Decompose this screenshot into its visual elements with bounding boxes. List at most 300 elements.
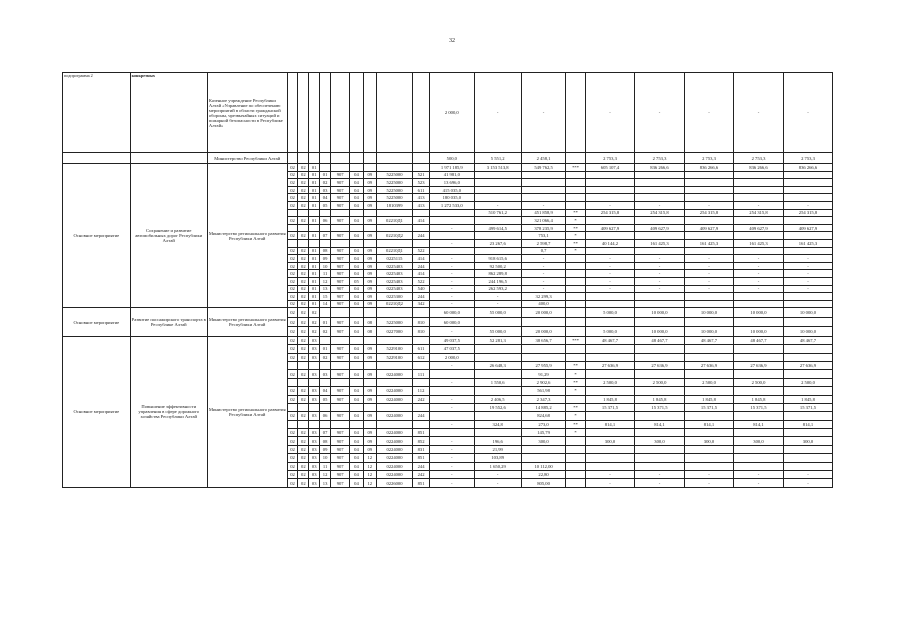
code-cell: 03 [309, 437, 320, 445]
value-cell [734, 412, 784, 420]
code-cell: 02 [309, 327, 320, 337]
code-cell [298, 403, 309, 411]
code-cell: 413 [413, 194, 430, 202]
value-cell: 300,0 [585, 437, 635, 445]
value-cell: 2 347,3 [521, 395, 566, 403]
value-cell: - [635, 471, 685, 479]
value-cell [585, 300, 635, 308]
value-cell: 27 636,9 [783, 361, 833, 369]
code-cell: 12 [363, 471, 376, 479]
code-cell [413, 308, 430, 318]
value-cell: - [734, 255, 784, 263]
value-cell [635, 429, 685, 437]
code-cell: 04 [350, 300, 363, 308]
code-cell [363, 239, 376, 247]
code-cell [331, 420, 350, 428]
code-cell [320, 403, 331, 411]
value-cell: 1 845,8 [684, 395, 734, 403]
value-cell: - [684, 270, 734, 278]
code-cell: 09 [363, 437, 376, 445]
marker-cell [566, 395, 585, 403]
value-cell: 60 000,0 [429, 308, 474, 318]
marker-cell: ** [566, 209, 585, 217]
marker-cell [566, 255, 585, 263]
code-cell: 02 [287, 437, 298, 445]
value-cell [635, 179, 685, 187]
code-cell: 01 [309, 247, 320, 255]
code-cell: 611 [413, 345, 430, 353]
code-cell [309, 403, 320, 411]
marker-cell [566, 300, 585, 308]
code-cell: 244 [413, 293, 430, 301]
value-cell [635, 293, 685, 301]
value-cell [635, 370, 685, 378]
code-cell: 02 [287, 395, 298, 403]
code-cell [363, 209, 376, 217]
code-cell: 0225300 [376, 293, 412, 301]
value-cell: 10 000,0 [684, 308, 734, 318]
code-cell: 907 [331, 395, 350, 403]
value-cell [684, 247, 734, 255]
section-name-cell: Повышение эффективности управления в сфере дорожного хозяйства Республики Алтай [130, 336, 207, 487]
value-cell: 10 000,0 [684, 327, 734, 337]
code-cell [376, 224, 412, 232]
code-cell: 0225403 [376, 262, 412, 270]
code-cell: 04 [350, 462, 363, 470]
code-cell: 907 [331, 471, 350, 479]
section-exec-cell: Министерство регионального развития Республики Алтай [207, 336, 287, 487]
section-label-cell: Основное мероприятие [63, 164, 131, 308]
code-cell: 02 [298, 445, 309, 453]
code-cell: 04 [350, 479, 363, 487]
value-cell: - [521, 277, 566, 285]
code-cell: 02 [287, 164, 298, 172]
value-cell [635, 300, 685, 308]
value-cell: 2 458,1 [521, 153, 566, 164]
code-cell: 907 [331, 255, 350, 263]
code-cell: 5229100 [376, 345, 412, 353]
value-cell: 2 500,0 [635, 378, 685, 386]
value-cell [684, 179, 734, 187]
value-cell [783, 247, 833, 255]
value-cell [635, 247, 685, 255]
value-cell: 27 636,9 [635, 361, 685, 369]
code-cell: 03 [309, 445, 320, 453]
value-cell: - [429, 445, 474, 453]
value-cell: - [783, 262, 833, 270]
value-cell [734, 429, 784, 437]
value-cell: 15 371,5 [585, 403, 635, 411]
code-cell: 01 [320, 345, 331, 353]
value-cell [429, 429, 474, 437]
value-cell: 48 467,7 [635, 336, 685, 344]
value-cell: - [474, 479, 521, 487]
marker-cell: ** [566, 403, 585, 411]
code-cell: 0226000 [376, 479, 412, 487]
value-cell: 10 000,0 [635, 308, 685, 318]
marker-cell [566, 345, 585, 353]
code-cell: 5225000 [376, 186, 412, 194]
code-cell: 09 [363, 262, 376, 270]
code-cell [320, 420, 331, 428]
value-cell: 1 272 533,0 [429, 201, 474, 209]
section-transport [63, 308, 843, 337]
code-cell: 02 [298, 479, 309, 487]
code-cell: 02 [298, 395, 309, 403]
code-cell [376, 378, 412, 386]
value-cell: 2 000,0 [429, 353, 474, 361]
code-cell: 0224000 [376, 395, 412, 403]
value-cell: 2 500,0 [734, 378, 784, 386]
value-cell: - [684, 255, 734, 263]
value-cell: 27 636,9 [684, 361, 734, 369]
code-cell [376, 308, 412, 318]
value-cell [734, 387, 784, 395]
code-cell: 02 [287, 370, 298, 378]
code-cell: 09 [363, 186, 376, 194]
value-cell: 836 266,6 [734, 164, 784, 172]
code-cell [363, 224, 376, 232]
code-cell: 02 [287, 454, 298, 462]
code-cell: 12 [363, 479, 376, 487]
value-cell: 378 235,9 [521, 224, 566, 232]
value-cell [734, 370, 784, 378]
code-cell [331, 239, 350, 247]
code-cell: 02 [298, 270, 309, 278]
code-cell: 06 [320, 412, 331, 420]
value-cell: - [521, 255, 566, 263]
code-cell: 01 [309, 300, 320, 308]
value-cell: 415 035,0 [429, 186, 474, 194]
value-cell: - [474, 73, 521, 153]
value-cell: - [429, 361, 474, 369]
value-cell: 48 467,7 [734, 336, 784, 344]
code-cell: 01 [309, 186, 320, 194]
code-cell: 04 [350, 247, 363, 255]
budget-table [62, 72, 843, 488]
value-cell: - [521, 73, 566, 153]
value-cell: 15 371,5 [783, 403, 833, 411]
code-cell [376, 336, 412, 344]
marker-cell [566, 186, 585, 194]
marker-cell: ** [566, 361, 585, 369]
value-cell: - [783, 73, 833, 153]
value-cell: - [429, 255, 474, 263]
value-cell: - [429, 454, 474, 462]
value-cell [585, 370, 635, 378]
code-cell: 851 [413, 454, 430, 462]
value-cell: 15 371,5 [635, 403, 685, 411]
marker-cell: * [566, 387, 585, 395]
value-cell: - [585, 262, 635, 270]
value-cell: 918 615,6 [474, 255, 521, 263]
code-cell [363, 420, 376, 428]
value-cell [783, 353, 833, 361]
code-cell: 01 [309, 270, 320, 278]
value-cell [521, 353, 566, 361]
code-cell: 907 [331, 186, 350, 194]
value-cell: - [521, 262, 566, 270]
marker-cell [566, 194, 585, 202]
code-cell: 0224000 [376, 437, 412, 445]
code-cell: 0224000 [376, 429, 412, 437]
code-cell: 907 [331, 179, 350, 187]
value-cell [783, 171, 833, 179]
code-cell: 907 [331, 247, 350, 255]
code-cell: 522 [413, 277, 430, 285]
value-cell: 549 762,5 [521, 164, 566, 172]
marker-cell: * [566, 217, 585, 225]
value-cell: - [734, 262, 784, 270]
code-cell: 04 [350, 387, 363, 395]
code-cell: 03 [309, 412, 320, 420]
value-cell: 1 845,8 [734, 395, 784, 403]
code-cell [376, 361, 412, 369]
value-cell [585, 345, 635, 353]
value-cell [783, 217, 833, 225]
value-cell: - [684, 277, 734, 285]
code-cell: 02 [320, 327, 331, 337]
value-cell: 814,1 [635, 420, 685, 428]
value-cell: 55 000,0 [474, 308, 521, 318]
code-cell [298, 420, 309, 428]
value-cell [783, 412, 833, 420]
code-cell: 907 [331, 293, 350, 301]
value-cell: - [429, 471, 474, 479]
value-cell: - [635, 201, 685, 209]
value-cell: 836 266,6 [783, 164, 833, 172]
value-cell: 48 467,7 [783, 336, 833, 344]
marker-cell [566, 277, 585, 285]
value-cell: - [429, 479, 474, 487]
code-cell: 09 [363, 300, 376, 308]
value-cell [734, 179, 784, 187]
code-cell: 02 [287, 285, 298, 293]
value-cell [783, 293, 833, 301]
code-cell: 03 [320, 370, 331, 378]
code-cell: 0224000 [376, 387, 412, 395]
code-cell [331, 308, 350, 318]
value-cell: - [521, 201, 566, 209]
value-cell: - [429, 378, 474, 386]
value-cell [585, 293, 635, 301]
value-cell: - [783, 255, 833, 263]
value-cell: 10 000,0 [783, 308, 833, 318]
code-cell: 03 [320, 186, 331, 194]
value-cell [521, 454, 566, 462]
table-row [63, 153, 843, 164]
code-cell [298, 239, 309, 247]
value-cell [734, 345, 784, 353]
value-cell: 254 315,8 [734, 209, 784, 217]
code-cell: 0224000 [376, 445, 412, 453]
code-cell: 907 [331, 217, 350, 225]
code-cell [350, 378, 363, 386]
code-cell: 244 [413, 262, 430, 270]
value-cell: 5 551,2 [474, 153, 521, 164]
code-cell: 04 [350, 345, 363, 353]
value-cell: 1 971 185,9 [429, 164, 474, 172]
marker-cell: * [566, 412, 585, 420]
value-cell: 20 000,0 [521, 308, 566, 318]
code-cell: 02 [298, 437, 309, 445]
marker-cell [566, 262, 585, 270]
code-cell: 14 [320, 300, 331, 308]
code-cell: 5225000 [376, 317, 412, 327]
section-exec-cell: Министерство регионального развития Республики Алтай [207, 164, 287, 308]
code-cell: 5225000 [376, 194, 412, 202]
section-label-cell: Основное мероприятие [63, 308, 131, 337]
table-row [63, 336, 843, 344]
value-cell: 244 196,5 [474, 277, 521, 285]
code-cell [331, 336, 350, 344]
code-cell: 07 [320, 232, 331, 240]
marker-cell [566, 353, 585, 361]
code-cell: 01 [309, 171, 320, 179]
code-cell: 01 [309, 293, 320, 301]
code-cell: 09 [363, 270, 376, 278]
value-cell: 48 467,7 [585, 336, 635, 344]
code-cell [320, 361, 331, 369]
value-cell: 836 266,6 [635, 164, 685, 172]
value-cell [474, 387, 521, 395]
value-cell: 5 000,0 [585, 308, 635, 318]
code-cell: 04 [350, 171, 363, 179]
value-cell [684, 353, 734, 361]
code-cell: 02 [309, 317, 320, 327]
value-cell [429, 412, 474, 420]
code-cell [413, 209, 430, 217]
value-cell: 499 614,5 [474, 224, 521, 232]
value-cell: - [684, 73, 734, 153]
marker-cell [566, 171, 585, 179]
code-cell: 0224000 [376, 471, 412, 479]
code-cell: 09 [363, 179, 376, 187]
code-cell: 907 [331, 232, 350, 240]
code-cell: 09 [363, 171, 376, 179]
value-cell: 814,1 [734, 420, 784, 428]
code-cell: 02 [287, 412, 298, 420]
value-cell: 2 598,7 [521, 239, 566, 247]
code-cell [287, 420, 298, 428]
value-cell [684, 293, 734, 301]
code-cell: 12 [363, 454, 376, 462]
code-cell: 242 [413, 471, 430, 479]
code-cell: 02 [287, 445, 298, 453]
code-cell: 01 [320, 171, 331, 179]
code-cell [376, 420, 412, 428]
value-cell [635, 345, 685, 353]
code-cell: 08 [363, 327, 376, 337]
code-cell: 02 [287, 171, 298, 179]
code-cell: 01 [309, 255, 320, 263]
value-cell [734, 300, 784, 308]
code-cell [298, 224, 309, 232]
value-cell [566, 153, 585, 164]
value-cell [474, 171, 521, 179]
code-cell: 907 [331, 437, 350, 445]
value-cell [474, 247, 521, 255]
code-cell: 02 [298, 412, 309, 420]
value-cell: - [783, 277, 833, 285]
code-cell [413, 164, 430, 172]
code-cell: 540 [413, 285, 430, 293]
code-cell: 02 [298, 317, 309, 327]
code-cell: 907 [331, 462, 350, 470]
value-cell: 254 315,8 [585, 209, 635, 217]
code-cell [350, 164, 363, 172]
code-cell: 02 [298, 217, 309, 225]
code-cell: 09 [363, 232, 376, 240]
code-cell: 5225000 [376, 171, 412, 179]
section-exec-cell: Министерство регионального развития Республики Алтай [207, 308, 287, 337]
code-cell: 02 [287, 293, 298, 301]
code-cell: 02 [287, 217, 298, 225]
code-cell: 112 [413, 387, 430, 395]
value-cell [585, 462, 635, 470]
code-cell: 0224000 [376, 454, 412, 462]
value-cell: - [429, 300, 474, 308]
code-cell: 09 [363, 353, 376, 361]
code-cell [320, 224, 331, 232]
table-row [63, 164, 843, 172]
value-cell: - [684, 479, 734, 487]
marker-cell: * [566, 370, 585, 378]
code-cell: 03 [309, 370, 320, 378]
value-cell [635, 194, 685, 202]
code-cell: 04 [350, 293, 363, 301]
code-cell [350, 209, 363, 217]
code-cell: 0225403 [376, 277, 412, 285]
value-cell [783, 179, 833, 187]
marker-cell [566, 327, 585, 337]
code-cell [320, 209, 331, 217]
value-cell: 451 858,9 [521, 209, 566, 217]
code-cell: 04 [350, 429, 363, 437]
code-cell: 09 [363, 412, 376, 420]
code-cell [309, 361, 320, 369]
value-cell [521, 194, 566, 202]
code-cell: 12 [363, 462, 376, 470]
value-cell [684, 429, 734, 437]
code-cell: 02 [287, 429, 298, 437]
value-cell [585, 194, 635, 202]
code-cell: 03 [309, 429, 320, 437]
code-cell: 04 [350, 412, 363, 420]
section-roads [63, 164, 843, 308]
value-cell [635, 462, 685, 470]
code-cell: 907 [331, 387, 350, 395]
value-cell: - [429, 403, 474, 411]
marker-cell: ** [566, 239, 585, 247]
value-cell: 409 627,9 [635, 224, 685, 232]
marker-cell [566, 317, 585, 327]
code-cell: 02 [298, 300, 309, 308]
value-cell: - [783, 270, 833, 278]
code-cell [413, 378, 430, 386]
value-cell: 92 500,2 [474, 262, 521, 270]
value-cell: 500,0 [429, 153, 474, 164]
value-cell: - [734, 479, 784, 487]
code-cell: 02 [298, 179, 309, 187]
code-cell: 03 [309, 387, 320, 395]
code-cell: 523 [413, 179, 430, 187]
code-cell [287, 403, 298, 411]
code-cell: 13 [320, 479, 331, 487]
marker-cell [566, 454, 585, 462]
value-cell: - [635, 479, 685, 487]
code-cell: 03 [309, 353, 320, 361]
